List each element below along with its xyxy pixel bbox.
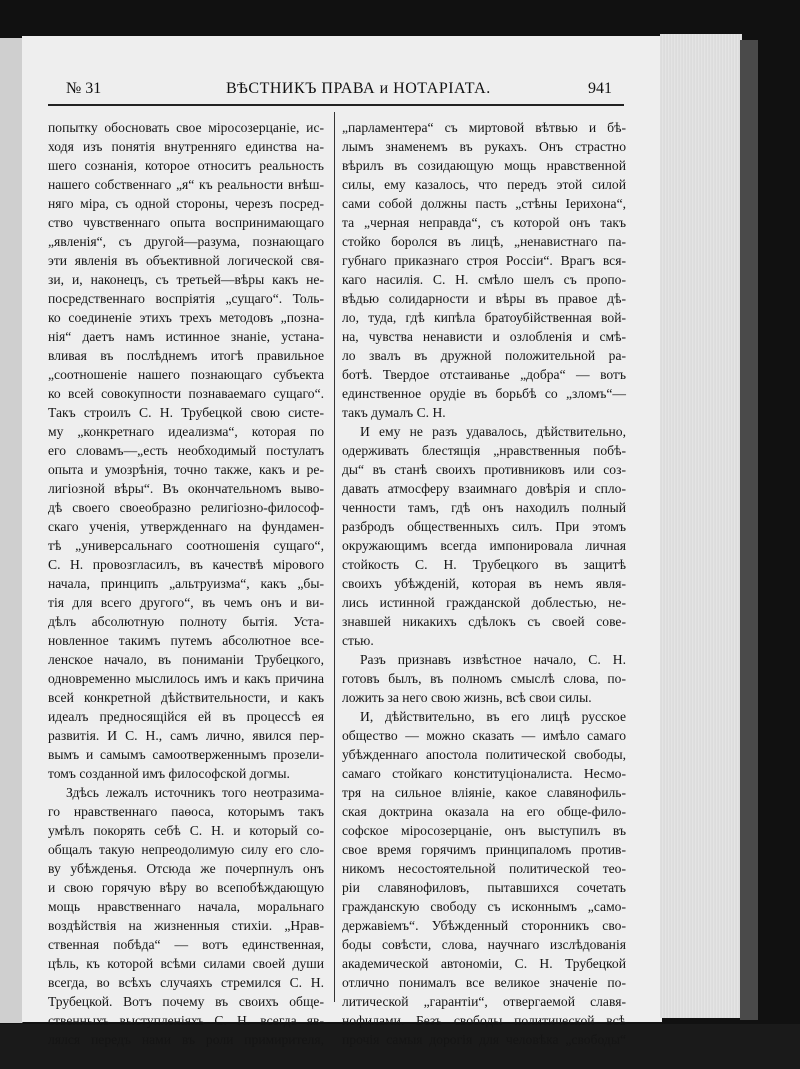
text-line: лымъ знаменемъ въ рукахъ. Онъ страстно [342, 139, 626, 154]
text-line: нія“ даетъ намъ истинное знаніе, устана- [48, 329, 324, 344]
text-line: идеалъ предносящійся ей въ процессѣ ея [48, 709, 324, 724]
text-line: стойко боролся въ лицѣ, „ненавистнаго па- [342, 234, 626, 249]
text-line: эти явленія въ объективной логической свя- [48, 253, 324, 268]
text-line: ская доктрина оказала на его обще-фило- [342, 804, 626, 819]
text-line: ленское начало, въ пониманіи Трубецкого, [48, 652, 324, 667]
text-line: шего сознанія, которое относитъ реальность [48, 158, 324, 173]
text-line: ло, туда, гдѣ кипѣла братоубійственная вой- [342, 310, 626, 325]
text-line: свое время горячимъ принципаломъ против- [342, 842, 626, 857]
text-line: лялся передъ нами въ роли примирителя, [48, 1032, 324, 1047]
text-line: вливая въ послѣднемъ итогѣ правильное [48, 348, 324, 363]
text-line: общалъ такую непреодолимую силу его сло- [48, 842, 324, 857]
text-line: такъ думалъ С. Н. [342, 405, 446, 420]
text-line: ченности тамъ, гдѣ онъ находилъ полный [342, 500, 626, 515]
text-line: ды“ въ станѣ своихъ противниковъ или соз- [342, 462, 626, 477]
text-line: вымъ и самымъ самоотверженнымъ прозели- [48, 747, 324, 762]
page-number: 941 [588, 80, 612, 97]
text-line: воздѣйствія на жизненныя стихіи. „Нрав- [48, 918, 324, 933]
text-line: никомъ несостоятельной политической тео- [342, 861, 626, 876]
text-line: литической „гарантіи“, отвергаемой славя- [342, 994, 626, 1009]
text-line: скаго ученія, утвержденнаго на фундамен- [48, 519, 324, 534]
running-header [50, 80, 622, 102]
text-line: ло звалъ въ дружной положительной ра- [342, 348, 626, 363]
text-line: стью. [342, 633, 374, 648]
text-line: силы, ему казалось, что передъ этой силой [342, 177, 626, 192]
text-line: одновременно мыслилось имъ и какъ причина [48, 671, 324, 686]
text-line: академической автономіи, С. Н. Трубецкой [342, 956, 626, 971]
text-line: и свою горячую вѣру во всепобѣждающую [48, 880, 324, 895]
text-line: томъ созданной имъ философской догмы. [48, 766, 290, 781]
text-line: прочія самыя дорогія для человѣка „свободы“ [342, 1032, 626, 1047]
book-cover-edge [740, 40, 758, 1020]
text-line: ственная побѣда“ — вотъ единственная, [48, 937, 324, 952]
text-line: своихъ убѣжденій, которая въ немъ явля- [342, 576, 626, 591]
text-line: вѣдью солидарности и вѣры въ правое дѣ- [342, 291, 626, 306]
text-line: лись истинной гражданской доблестью, не- [342, 595, 626, 610]
text-line: попытку обосновать свое міросозерцаніе, ис- [48, 120, 324, 135]
header-rule [48, 104, 624, 106]
text-line: дѣлъ абсолютную полноту бытія. Уста- [48, 614, 324, 629]
text-line: И ему не разъ удавалось, дѣйствительно, [360, 424, 626, 439]
text-line: ріи славянофиловъ, пытавшихся сочетать [342, 880, 626, 895]
text-line: гражданскую свободу съ исконнымъ „само- [342, 899, 626, 914]
text-line: готовъ былъ, въ полномъ смыслѣ слова, по- [342, 671, 626, 686]
text-line: ко соединеніе этихъ трехъ методовъ „позна- [48, 310, 324, 325]
text-line: му „конкретнаго идеализма“, которая по [48, 424, 324, 439]
text-line: Здѣсь лежалъ источникъ того неотразима- [66, 785, 324, 800]
text-line: тія для всего другого“, въ чемъ онъ и ви- [48, 595, 324, 610]
text-line: общество — можно сказать — имѣло самаго [342, 728, 626, 743]
left-column [48, 118, 324, 1049]
text-line: самаго стойкаго конституціоналиста. Несмо- [342, 766, 626, 781]
text-line: го нравственнаго паѳоса, которымъ такъ [48, 804, 324, 819]
text-line: на, чувства ненависти и озлобленія и смѣ- [342, 329, 626, 344]
text-line: начала, принципъ „альтруизма“, какъ „бы- [48, 576, 324, 591]
text-line: нашего собственнаго „я“ къ реальности внѣш- [48, 177, 324, 192]
text-line: окружающимъ всегда импонировала личная [342, 538, 626, 553]
text-line: „явленія“, съ другой—разума, познающаго [48, 234, 324, 249]
text-line: ву убѣжденья. Отсюда же почерпнулъ онъ [48, 861, 324, 876]
text-line: державіемъ“. Убѣжденный сторонникъ сво- [342, 918, 626, 933]
text-line: „парламентера“ съ миртовой вѣтвью и бѣ- [342, 120, 626, 135]
text-line: знавшей никакихъ сдѣлокъ съ своей сове- [342, 614, 626, 629]
text-line: зи, и, наконецъ, съ третьей—вѣры какъ не- [48, 272, 324, 287]
column-divider [334, 112, 335, 1002]
text-line: ственныхъ выступленіяхъ С. Н. всегда яв- [48, 1013, 324, 1028]
text-line: та „черная неправда“, съ которой онъ такъ [342, 215, 626, 230]
issue-number: № 31 [66, 80, 102, 97]
text-line: его словамъ—„есть необходимый постулатъ [48, 443, 324, 458]
text-line: ко всей совокупности познаваемаго сущаго“. [48, 386, 324, 401]
text-line: одерживать блестящія „нравственныя побѣ- [342, 443, 626, 458]
text-line: дѣ своего своеобразно религіозно-философ- [48, 500, 324, 515]
text-line: С. Н. провозгласилъ, въ качествѣ мірового [48, 557, 324, 572]
text-line: давать атмосферу взаимнаго довѣрія и спло- [342, 481, 626, 496]
text-line: сами собой должны пасть „стѣны Іерихона“, [342, 196, 626, 211]
text-line: Трубецкой. Вотъ почему въ своихъ обще- [48, 994, 324, 1009]
text-line: „соотношеніе нашего познающаго субъекта [48, 367, 324, 382]
text-line: вѣрилъ въ созидающую мощь нравственной [342, 158, 626, 173]
text-line: всегда, во всѣхъ случаяхъ стремился С. Н. [48, 975, 324, 990]
text-line: тѣ „универсальнаго соотношенія сущаго“, [48, 538, 324, 553]
text-line: мощь нравственнаго начала, моральнаго [48, 899, 324, 914]
left-page-edge [0, 38, 23, 1023]
text-line: ство чувственнаго опыта воспринимающаго [48, 215, 324, 230]
text-line: единственное орудіе въ борьбѣ со „зломъ“— [342, 386, 626, 401]
text-line: отлично понималъ все великое значеніе по- [342, 975, 626, 990]
right-column [342, 118, 626, 1049]
text-line: посредственнаго воспріятія „сущаго“. Толь- [48, 291, 324, 306]
text-line: ходя изъ понятія внутренняго единства на- [48, 139, 324, 154]
text-line: умѣлъ покорять себѣ С. Н. и который со- [48, 823, 324, 838]
text-line: Разъ признавъ извѣстное начало, С. Н. [360, 652, 626, 667]
text-line: развитія. И С. Н., самъ лично, явился пер- [48, 728, 324, 743]
text-line: лигіозной вѣры“. Въ окончательномъ выво- [48, 481, 324, 496]
text-line: разбродъ общественныхъ силъ. При этомъ [342, 519, 626, 534]
journal-title: ВѢСТНИКЪ ПРАВА и НОТАРІАТА. [226, 80, 491, 97]
text-line: каго насилія. С. Н. смѣло шелъ съ пропо- [342, 272, 626, 287]
text-line: тря на сильное вліяніе, какое славянофиль- [342, 785, 626, 800]
text-line: софское міросозерцаніе, онъ выступилъ въ [342, 823, 626, 838]
text-line: цѣль, къ которой всѣми силами своей души [48, 956, 324, 971]
text-line: всей конкретной дѣйствительности, и какъ [48, 690, 324, 705]
text-line: няго міра, съ одной стороны, черезъ посред- [48, 196, 324, 211]
page-stack-edge [660, 34, 742, 1018]
text-line: Такъ строилъ С. Н. Трубецкой свою систе- [48, 405, 324, 420]
text-line: убѣжденнаго апостола политической свободы, [342, 747, 626, 762]
text-line: боды совѣсти, слова, научнаго изслѣдованія [342, 937, 626, 952]
text-line: ботѣ. Твердое отстаиванье „добра“ — вотъ [342, 367, 626, 382]
text-line: стойкость С. Н. Трубецкого въ защитѣ [342, 557, 626, 572]
text-line: нофилами. Безъ свободы политической всѣ [342, 1013, 626, 1028]
text-line: опыта и умозрѣнія, точно также, какъ и ре- [48, 462, 324, 477]
text-line: губнаго приказнаго строя Россіи“. Врагъ вся- [342, 253, 626, 268]
text-line: новленное такимъ путемъ абсолютное все- [48, 633, 324, 648]
text-line: И, дѣйствительно, въ его лицѣ русское [360, 709, 626, 724]
text-line: ложить за него свою жизнь, всѣ свои силы. [342, 690, 592, 705]
